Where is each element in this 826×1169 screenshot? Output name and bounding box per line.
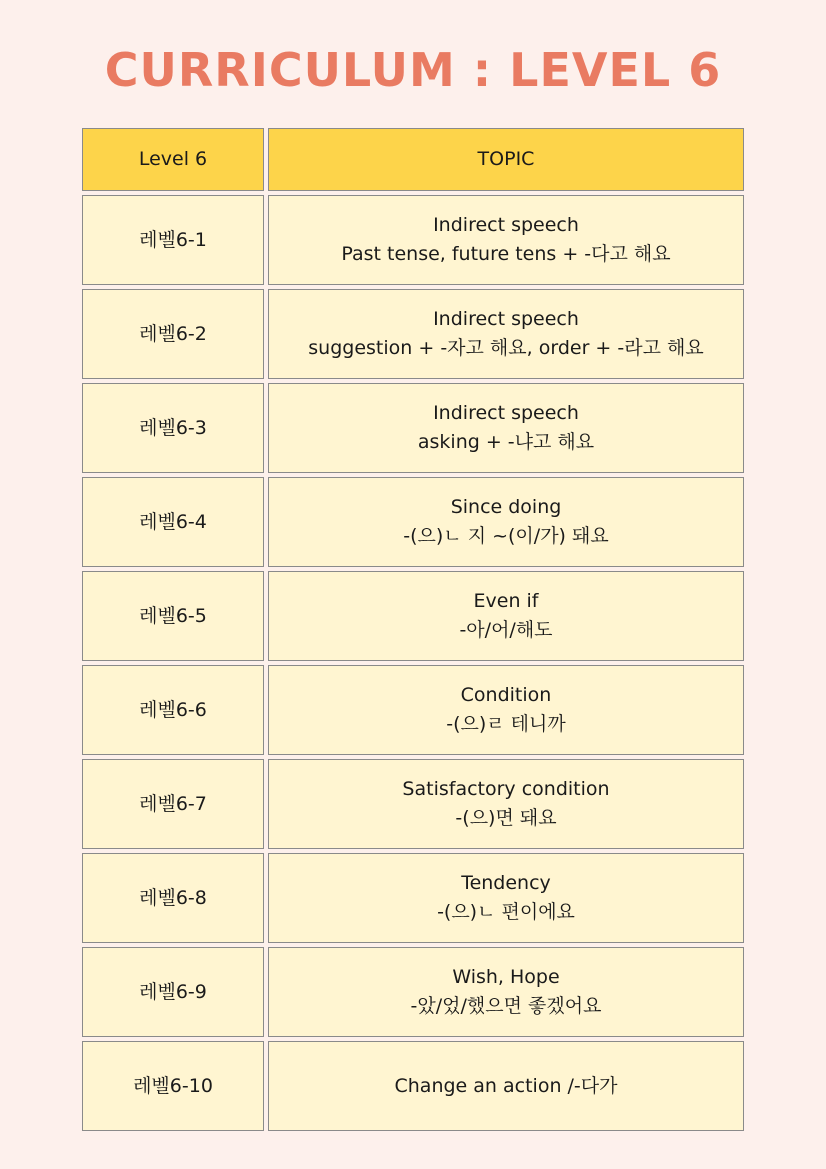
level-cell: 레벨6-2	[82, 289, 264, 379]
level-cell: 레벨6-4	[82, 477, 264, 567]
table-header-row	[82, 128, 744, 191]
level-cell: 레벨6-5	[82, 571, 264, 661]
topic-title: Satisfactory condition	[402, 778, 610, 800]
table-row	[82, 195, 744, 285]
topic-grammar: -(으)ㄹ 테니까	[446, 713, 566, 735]
topic-grammar: -아/어/해도	[459, 619, 553, 641]
topic-cell	[268, 195, 744, 285]
topic-title: Indirect speech	[433, 402, 579, 424]
table-row	[82, 759, 744, 849]
table-row	[82, 1041, 744, 1131]
level-cell: 레벨6-10	[82, 1041, 264, 1131]
topic-title: Wish, Hope	[452, 966, 560, 988]
topic-cell	[268, 665, 744, 755]
topic-title: Indirect speech	[433, 214, 579, 236]
topic-cell	[268, 947, 744, 1037]
topic-title: Since doing	[450, 496, 562, 518]
level-cell: 레벨6-1	[82, 195, 264, 285]
topic-grammar: Past tense, future tens + -다고 해요	[341, 243, 671, 265]
topic-cell	[268, 571, 744, 661]
table-row	[82, 665, 744, 755]
topic-cell	[268, 289, 744, 379]
topic-grammar: asking + -냐고 해요	[417, 431, 595, 453]
topic-grammar: -았/었/했으면 좋겠어요	[410, 995, 602, 1017]
table-row	[82, 947, 744, 1037]
table-row	[82, 383, 744, 473]
page-title: CURRICULUM : LEVEL 6	[104, 43, 722, 97]
topic-grammar: suggestion + -자고 해요, order + -라고 해요	[308, 337, 704, 359]
topic-title: Change an action /-다가	[394, 1074, 618, 1097]
table-row	[82, 853, 744, 943]
topic-cell	[268, 383, 744, 473]
curriculum-table	[82, 128, 744, 1135]
topic-cell	[268, 1041, 744, 1131]
header-topic: TOPIC	[268, 128, 744, 191]
level-cell: 레벨6-9	[82, 947, 264, 1037]
topic-title: Condition	[460, 684, 552, 706]
level-cell: 레벨6-7	[82, 759, 264, 849]
level-cell: 레벨6-8	[82, 853, 264, 943]
topic-grammar: -(으)ㄴ 편이에요	[437, 901, 575, 923]
level-cell: 레벨6-6	[82, 665, 264, 755]
topic-grammar: -(으)ㄴ 지 ~(이/가) 돼요	[403, 525, 609, 547]
topic-title: Tendency	[461, 872, 551, 894]
topic-cell	[268, 853, 744, 943]
topic-grammar: -(으)면 돼요	[455, 807, 557, 829]
level-cell: 레벨6-3	[82, 383, 264, 473]
topic-cell	[268, 477, 744, 567]
table-row	[82, 571, 744, 661]
table-body	[82, 195, 744, 1131]
header-level: Level 6	[82, 128, 264, 191]
topic-title: Even if	[473, 590, 539, 612]
topic-cell	[268, 759, 744, 849]
table-row	[82, 477, 744, 567]
topic-title: Indirect speech	[433, 308, 579, 330]
table-row	[82, 289, 744, 379]
